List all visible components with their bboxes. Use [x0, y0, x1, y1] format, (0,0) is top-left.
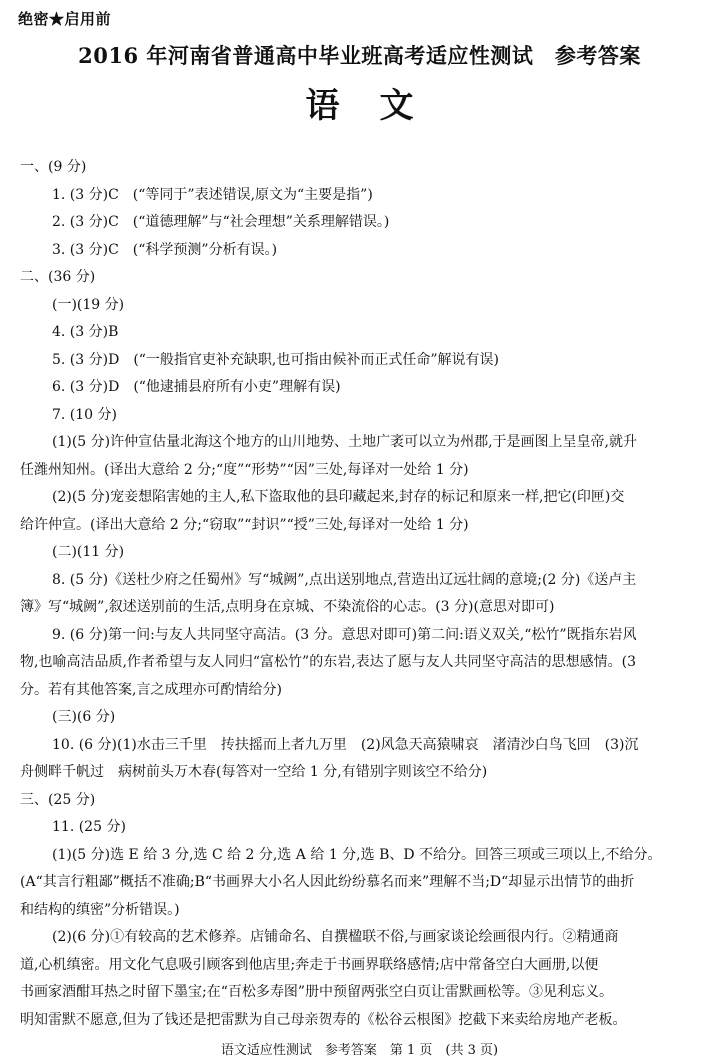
- answer-line: 6. (3 分)D (“他逮捕县府所有小吏”理解有误): [52, 379, 341, 395]
- answer-line: 物,也喻高洁品质,作者希望与友人同归“富松竹”的东岩,表达了愿与友人共同坚守高洁的思想感情。(3: [20, 654, 637, 670]
- answer-line: 任潍州知州。(译出大意给 2 分;“度”“形势”“因”三处,每译对一处给 1 分): [20, 461, 469, 478]
- answer-line: 明知雷默不愿意,但为了钱还是把雷默为自己母亲贺寿的《松谷云根图》挖截下来卖给房地产老板。: [20, 1011, 627, 1028]
- section-heading: 一、(9 分): [20, 159, 87, 175]
- answer-line: 道,心机缜密。用文化气息吸引顾客到他店里;奔走于书画界联络感情;店中常备空白大画册,以便: [20, 956, 599, 973]
- answer-line: 11. (25 分): [52, 819, 126, 835]
- document-title: 2016 年河南省普通高中毕业班高考适应性测试 参考答案: [78, 43, 641, 68]
- answer-line: 9. (6 分)第一问:与友人共同坚守高洁。(3 分。意思对即可)第二问:语义双关,“松竹”既指东岩风: [52, 626, 637, 643]
- subsection-heading: (三)(6 分): [52, 709, 116, 725]
- answer-line: 5. (3 分)D (“一般指官吏补充缺职,也可指由候补而正式任命”解说有误): [52, 351, 500, 368]
- answer-line: (1)(5 分)许仲宣估量北海这个地方的山川地势、土地广袤可以立为州郡,于是画图上呈皇帝,就升: [52, 434, 638, 450]
- answer-line: (2)(6 分)①有较高的艺术修养。店铺命名、自撰楹联不俗,与画家谈论绘画很内行。②精通商: [52, 929, 619, 945]
- subsection-heading: (二)(11 分): [52, 544, 125, 560]
- answer-line: 给许仲宣。(译出大意给 2 分;“窃取”“封识”“授”三处,每译对一处给 1 分): [20, 516, 469, 533]
- answer-line: 分。若有其他答案,言之成理亦可酌情给分): [20, 681, 282, 698]
- answer-line: 3. (3 分)C (“科学预测”分析有误。): [52, 241, 278, 258]
- page-footer: 语文适应性测试 参考答案 第 1 页 (共 3 页): [220, 1043, 499, 1058]
- answer-line: 2. (3 分)C (“道德理解”与“社会理想”关系理解错误。): [52, 214, 390, 230]
- subsection-heading: (一)(19 分): [52, 296, 125, 313]
- answer-line: 舟侧畔千帆过 病树前头万木春(每答对一空给 1 分,有错别字则该空不给分): [20, 764, 488, 780]
- answer-line: (2)(5 分)宠妾想陷害她的主人,私下盗取他的县印藏起来,封存的标记和原来一样,把它(印匣)交: [52, 489, 625, 505]
- answer-line: 4. (3 分)B: [52, 324, 119, 340]
- answer-line: 1. (3 分)C (“等同于”表述错误,原文为“主要是指”): [52, 186, 373, 203]
- answer-content: [20, 154, 710, 1034]
- answer-line: 书画家酒酣耳热之时留下墨宝;在“百松多寿图”册中预留两张空白页让雷默画松等。③见利忘义。: [20, 984, 614, 1000]
- section-heading: 二、(36 分): [20, 269, 96, 285]
- answer-line: 和结构的缜密”分析错误。): [20, 901, 180, 918]
- section-heading: 三、(25 分): [20, 791, 96, 808]
- answer-line: 7. (10 分): [52, 406, 117, 423]
- subject-heading: 语文: [305, 86, 454, 126]
- answer-line: (A“其言行粗鄙”概括不准确;B“书画界大小名人因此纷纷慕名而来”理解不当;D“却显示出情节的曲折: [20, 874, 635, 890]
- answer-line: 簿》写“城阙”,叙述送别前的生活,点明身在京城、不染流俗的心志。(3 分)(意思对即可): [20, 599, 555, 615]
- answer-line: (1)(5 分)选 E 给 3 分,选 C 给 2 分,选 A 给 1 分,选 B、D 不给分。回答三项或三项以上,不给分。: [52, 846, 662, 863]
- answer-line: 8. (5 分)《送杜少府之任蜀州》写“城阙”,点出送别地点,营造出辽远壮阔的意境;(2 分)《送卢主: [52, 571, 637, 588]
- confidential-mark: 绝密★启用前: [18, 10, 112, 28]
- answer-line: 10. (6 分)(1)水击三千里 抟扶摇而上者九万里 (2)风急天高猿啸哀 渚清沙白鸟飞回 (3)沉: [52, 736, 639, 753]
